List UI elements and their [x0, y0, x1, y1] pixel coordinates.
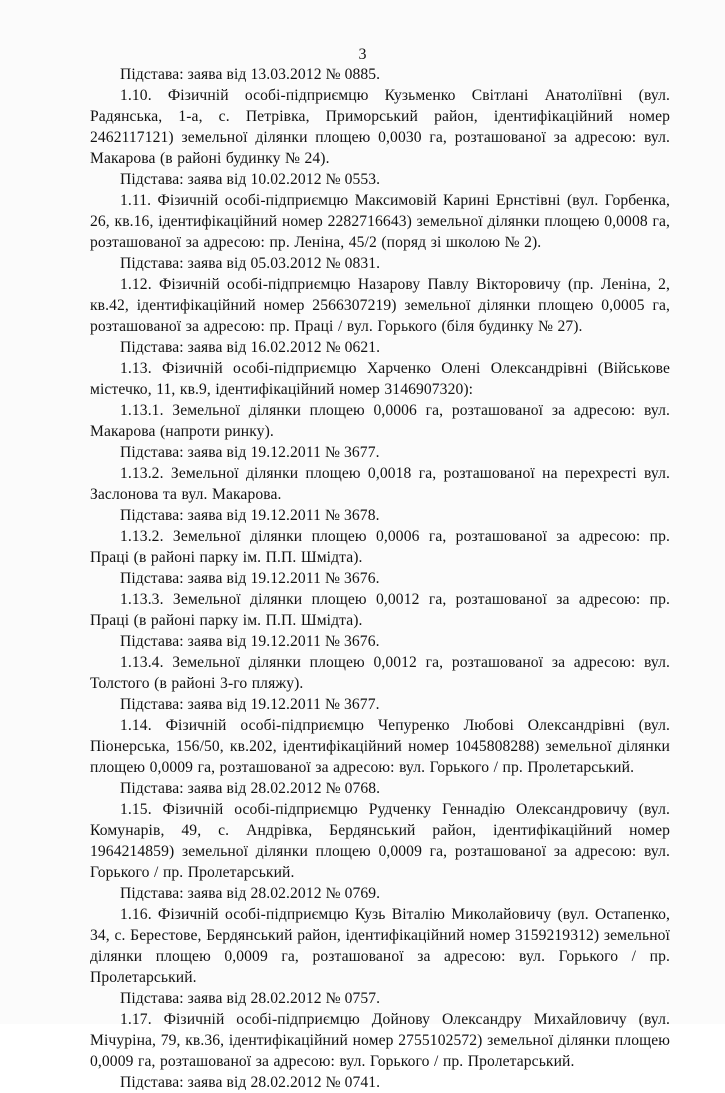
page-number: 3 [358, 46, 367, 63]
paragraph-item-1-15: 1.15. Фізичній особі-підприємцю Рудченку Геннадію Олександровичу (вул. Комунарів, 49, с. Андрівка, Бердянський район, ідентифікаційний номер 1964214859) земельної ділянки площею 0,0009 га, розташованої за адресою: вул. Горького / пр. Пролетарський. [90, 801, 670, 881]
basis-line: Підстава: заява від 28.02.2012 № 0768. [120, 780, 381, 797]
paragraph-item-1-13-3: 1.13.3. Земельної ділянки площею 0,0012 га, розташованої за адресою: пр. Праці (в районі парку ім. П.П. Шмідта). [90, 591, 670, 629]
paragraph-item-1-13-4: 1.13.4. Земельної ділянки площею 0,0012 га, розташованої за адресою: вул. Толстого (в районі 3-го пляжу). [90, 654, 670, 692]
basis-line: Підстава: заява від 19.12.2011 № 3677. [120, 444, 380, 461]
basis-line: Підстава: заява від 19.12.2011 № 3678. [120, 507, 380, 524]
paragraph-item-1-13: 1.13. Фізичній особі-підприємцю Харченко Олені Олександрівні (Військове містечко, 11, кв.9, ідентифікаційний номер 3146907320): [90, 360, 670, 398]
paragraph-item-1-10: 1.10. Фізичній особі-підприємцю Кузьменко Світлані Анатоліївні (вул. Радянська, 1-а, с. Петрівка, Приморський район, ідентифікаційний номер 2462117121) земельної ділянки площею 0,0030 га, розташованої за адресою: вул. Макарова (в районі будинку № 24). [90, 87, 670, 167]
paragraph-item-1-13-1: 1.13.1. Земельної ділянки площею 0,0006 га, розташованої за адресою: вул. Макарова (напроти ринку). [90, 402, 670, 440]
paragraph-item-1-11: 1.11. Фізичній особі-підприємцю Максимовій Карині Ернстівні (вул. Горбенка, 26, кв.16, ідентифікаційний номер 2282716643) земельної ділянки площею 0,0008 га, розташованої за адресою: пр. Леніна, 45/2 (поряд зі школою № 2). [90, 192, 670, 251]
basis-line: Підстава: заява від 19.12.2011 № 3676. [120, 570, 380, 587]
basis-line: Підстава: заява від 13.03.2012 № 0885. [120, 66, 381, 83]
paragraph-item-1-16: 1.16. Фізичній особі-підприємцю Кузь Віталію Миколайовичу (вул. Остапенко, 34, с. Берестове, Бердянський район, ідентифікаційний номер 3159219312) земельної ділянки площею 0,0009 га, розташованої за адресою: вул. Горького / пр. Пролетарський. [90, 906, 670, 986]
basis-line: Підстава: заява від 28.02.2012 № 0757. [120, 990, 381, 1007]
paragraph-item-1-17: 1.17. Фізичній особі-підприємцю Дойнову Олександру Михайловичу (вул. Мічуріна, 79, кв.36, ідентифікаційний номер 2755102572) земельної ділянки площею 0,0009 га, розташованої за адресою: вул. Горького / пр. Пролетарський. [90, 1011, 670, 1070]
paragraph-item-1-12: 1.12. Фізичній особі-підприємцю Назарову Павлу Вікторовичу (пр. Леніна, 2, кв.42, ідентифікаційний номер 2566307219) земельної ділянки площею 0,0005 га, розташованої за адресою: пр. Праці / вул. Горького (біля будинку № 27). [90, 276, 670, 335]
paragraph-item-1-13-2b: 1.13.2. Земельної ділянки площею 0,0006 га, розташованої за адресою: пр. Праці (в районі парку ім. П.П. Шмідта). [90, 528, 670, 566]
basis-line: Підстава: заява від 19.12.2011 № 3676. [120, 633, 380, 650]
document-body [90, 64, 670, 1093]
basis-line: Підстава: заява від 05.03.2012 № 0831. [120, 255, 381, 272]
basis-line: Підстава: заява від 10.02.2012 № 0553. [120, 171, 381, 188]
basis-line: Підстава: заява від 16.02.2012 № 0621. [120, 339, 381, 356]
basis-line: Підстава: заява від 28.02.2012 № 0769. [120, 885, 381, 902]
paragraph-item-1-13-2: 1.13.2. Земельної ділянки площею 0,0018 га, розташованої на перехресті вул. Заслонова та вул. Макарова. [90, 465, 670, 503]
basis-line: Підстава: заява від 28.02.2012 № 0741. [120, 1074, 381, 1091]
basis-line: Підстава: заява від 19.12.2011 № 3677. [120, 696, 380, 713]
paragraph-item-1-14: 1.14. Фізичній особі-підприємцю Чепуренко Любові Олександрівні (вул. Піонерська, 156/50, кв.202, ідентифікаційний номер 1045808288) земельної ділянки площею 0,0009 га, розташованої за адресою: вул. Горького / пр. Пролетарський. [90, 717, 670, 776]
